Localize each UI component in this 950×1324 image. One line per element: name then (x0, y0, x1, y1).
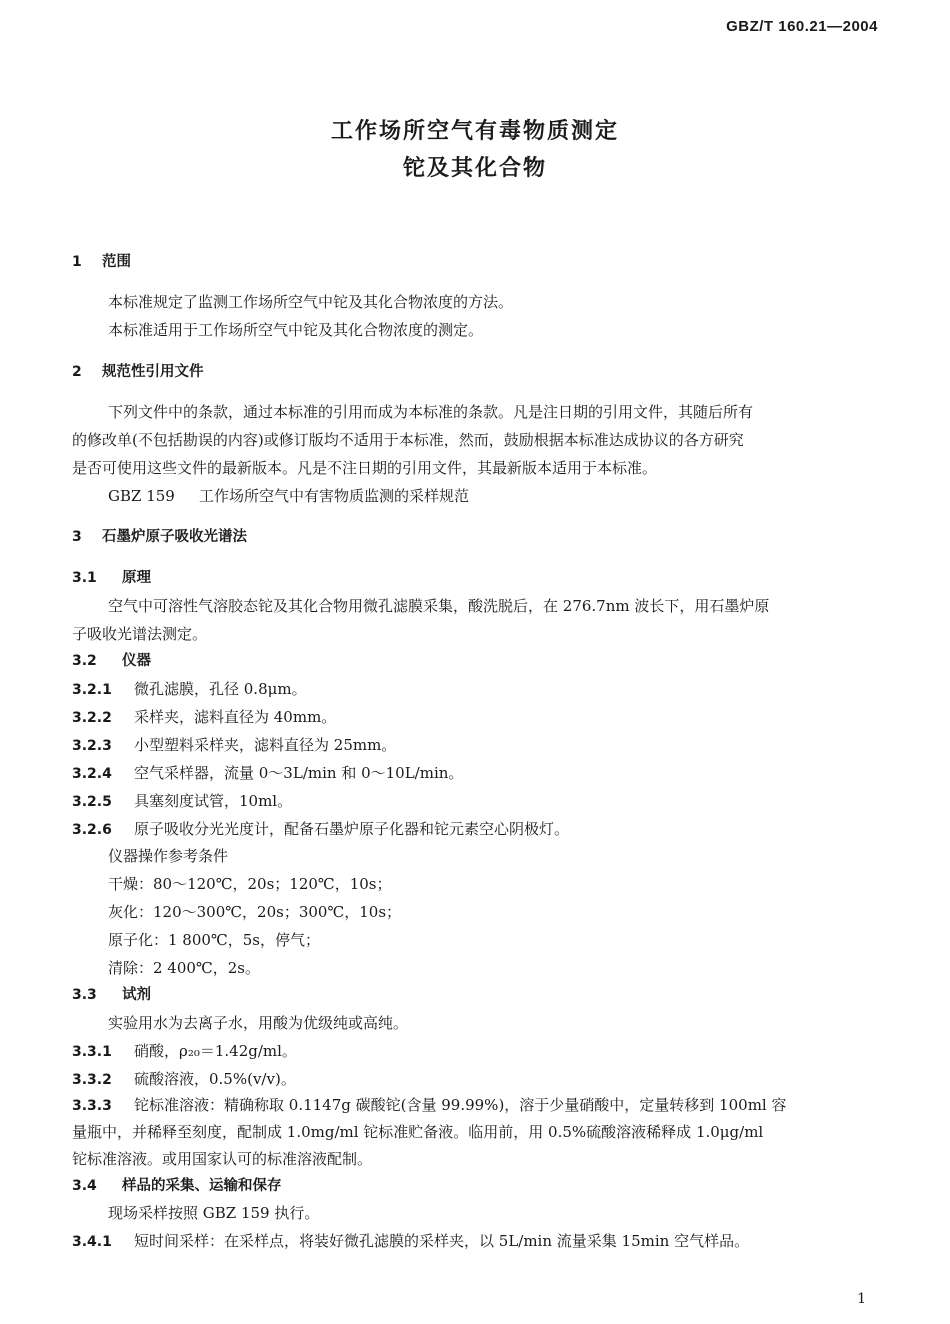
condition-line: 灰化：120～300℃，20s；300℃，10s； (108, 903, 402, 921)
section-title: 范围 (102, 254, 131, 270)
list-item (72, 763, 882, 784)
paragraph-line: 是否可使用这些文件的最新版本。凡是不注日期的引用文件，其最新版本适用于本标准。 (72, 459, 658, 477)
item-number: 3.2.6 (72, 822, 112, 838)
section-1-heading (72, 252, 882, 272)
list-item (72, 1041, 882, 1062)
list-item (72, 819, 882, 840)
item-number: 3.2.4 (72, 766, 112, 782)
paragraph: 现场采样按照 GBZ 159 执行。 (108, 1204, 320, 1222)
paragraph: 实验用水为去离子水，用酸为优级纯或高纯。 (108, 1014, 409, 1032)
item-text: 微孔滤膜，孔径 0.8μm。 (134, 680, 307, 698)
condition-line: 清除：2 400℃，2s。 (108, 959, 260, 977)
section-3-heading (72, 527, 882, 547)
section-number: 3.3 (72, 987, 97, 1003)
subsection-3-1-heading (72, 568, 882, 588)
list-item (72, 1069, 882, 1090)
section-number: 3.2 (72, 653, 97, 669)
list-item (72, 1095, 882, 1116)
subsection-3-3-heading (72, 985, 882, 1005)
item-number: 3.2.2 (72, 710, 112, 726)
item-text: 采样夹，滤料直径为 40mm。 (134, 708, 337, 726)
condition-line: 干燥：80～120℃，20s；120℃，10s； (108, 875, 392, 893)
paragraph-line: 的修改单(不包括勘误的内容)或修订版均不适用于本标准，然而，鼓励根据本标准达成协议的各方研究 (72, 431, 744, 449)
paragraph-line: 下列文件中的条款，通过本标准的引用而成为本标准的条款。凡是注日期的引用文件，其随后所有 (108, 403, 754, 421)
item-number: 3.4.1 (72, 1234, 112, 1250)
paragraph: 本标准规定了监测工作场所空气中铊及其化合物浓度的方法。 (108, 293, 514, 311)
paragraph-line: 空气中可溶性气溶胶态铊及其化合物用微孔滤膜采集，酸洗脱后，在 276.7nm 波长下，用石墨炉原 (108, 597, 770, 615)
paragraph-line: 子吸收光谱法测定。 (72, 625, 208, 643)
subsection-3-2-heading (72, 651, 882, 671)
paragraph: 本标准适用于工作场所空气中铊及其化合物浓度的测定。 (108, 321, 484, 339)
item-text: 铊标准溶液：精确称取 0.1147g 碳酸铊(含量 99.99%)，溶于少量硝酸中，定量转移到 100ml 容 (134, 1096, 787, 1114)
document-title: 工作场所空气有毒物质测定 (330, 119, 619, 144)
item-number: 3.3.2 (72, 1072, 112, 1088)
item-number: 3.3.3 (72, 1098, 112, 1114)
section-title: 试剂 (122, 987, 151, 1003)
item-text: 硫酸溶液，0.5%(v/v)。 (134, 1070, 296, 1088)
item-text: 具塞刻度试管，10ml。 (134, 792, 293, 810)
page-number: 1 (857, 1291, 866, 1307)
document-subtitle: 铊及其化合物 (402, 156, 547, 181)
section-number: 3.4 (72, 1178, 97, 1194)
section-title: 规范性引用文件 (102, 364, 204, 380)
item-text: 短时间采样：在采样点，将装好微孔滤膜的采样夹，以 5L/min 流量采集 15min 空气样品。 (134, 1232, 750, 1250)
section-number: 3 (72, 529, 82, 545)
conditions-title: 仪器操作参考条件 (108, 847, 229, 865)
item-text: 原子吸收分光光度计，配备石墨炉原子化器和铊元素空心阴极灯。 (134, 820, 570, 838)
item-text: 硝酸，ρ₂₀＝1.42g/ml。 (134, 1042, 297, 1060)
item-number: 3.3.1 (72, 1044, 112, 1060)
reference-title: 工作场所空气中有害物质监测的采样规范 (199, 487, 470, 505)
section-number: 3.1 (72, 570, 97, 586)
section-title: 样品的采集、运输和保存 (122, 1178, 282, 1194)
section-title: 仪器 (122, 653, 151, 669)
paragraph-line: 量瓶中，并稀释至刻度，配制成 1.0mg/ml 铊标准贮备液。临用前，用 0.5%硫酸溶液稀释成 1.0μg/ml (72, 1123, 764, 1141)
item-number: 3.2.3 (72, 738, 112, 754)
section-title: 原理 (122, 570, 151, 586)
standard-code: GBZ/T 160.21—2004 (726, 18, 878, 35)
section-number: 1 (72, 254, 82, 270)
list-item (72, 1231, 882, 1252)
item-number: 3.2.5 (72, 794, 112, 810)
item-number: 3.2.1 (72, 682, 112, 698)
reference-code: GBZ 159 (108, 487, 175, 505)
normative-reference (108, 486, 882, 506)
subsection-3-4-heading (72, 1176, 882, 1196)
paragraph-line: 铊标准溶液。或用国家认可的标准溶液配制。 (72, 1150, 373, 1168)
list-item (72, 791, 882, 812)
section-title: 石墨炉原子吸收光谱法 (102, 529, 247, 545)
list-item (72, 707, 882, 728)
list-item (72, 679, 882, 700)
item-text: 空气采样器，流量 0～3L/min 和 0～10L/min。 (134, 764, 464, 782)
section-number: 2 (72, 364, 82, 380)
list-item (72, 735, 882, 756)
section-2-heading (72, 362, 882, 382)
item-text: 小型塑料采样夹，滤料直径为 25mm。 (134, 736, 397, 754)
condition-line: 原子化：1 800℃，5s，停气； (108, 931, 320, 949)
